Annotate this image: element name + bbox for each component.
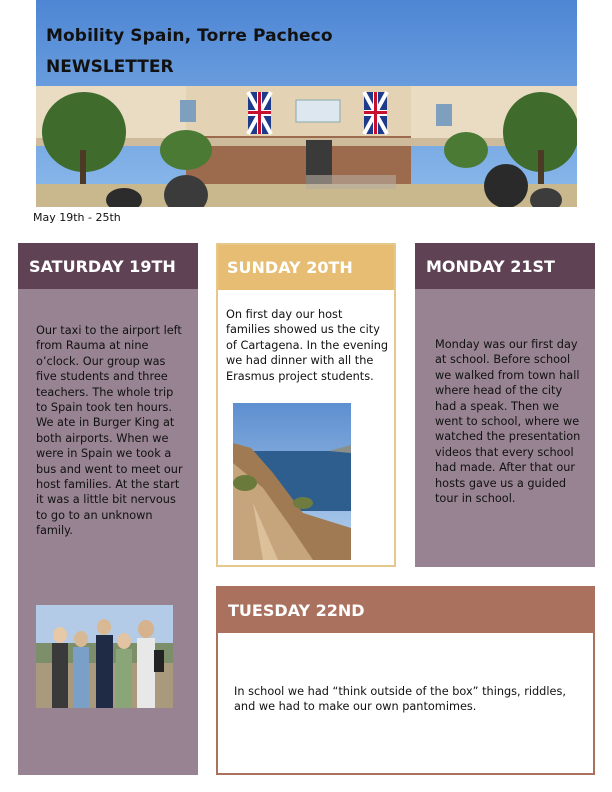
coast-photo	[233, 403, 351, 560]
sunday-card	[216, 243, 396, 567]
saturday-card	[18, 243, 198, 775]
header-photo	[36, 0, 577, 207]
flag-left	[248, 92, 271, 134]
tuesday-heading: TUESDAY 22ND	[218, 588, 593, 633]
group-photo	[36, 605, 173, 708]
date-range: May 19th - 25th	[33, 211, 121, 224]
sunday-text: On first day our host families showed us the city of Cartagena. In the evening we had dinner with all the Erasmus project students.	[226, 308, 389, 383]
sunday-heading: SUNDAY 20TH	[218, 245, 394, 290]
newsletter-subtitle: NEWSLETTER	[46, 57, 174, 77]
flag-right	[364, 92, 387, 134]
tuesday-card	[216, 586, 595, 775]
monday-text: Monday was our first day at school. Before school we walked from town hall where head of the city had a speak. Then we went to school, where we watched the presentation videos that every school had made. After that our hosts gave us a guided tour in school.	[435, 338, 581, 506]
tuesday-text: In school we had “think outside of the box” things, riddles, and we had to make our own pantomimes.	[234, 685, 566, 714]
saturday-text: Our taxi to the airport left from Rauma at nine o’clock. Our group was five students and three teachers. The whole trip to Spain took ten hours. We ate in Burger King at both airports. When we were in Spain we took a bus and went to meet our host families. At the start it was a little bit nervous to go to an unknown family.	[36, 324, 183, 538]
monday-card	[415, 243, 595, 567]
newsletter-title: Mobility Spain, Torre Pacheco	[46, 26, 333, 46]
saturday-heading: SATURDAY 19TH	[18, 243, 198, 289]
monday-heading: MONDAY 21ST	[415, 243, 595, 289]
